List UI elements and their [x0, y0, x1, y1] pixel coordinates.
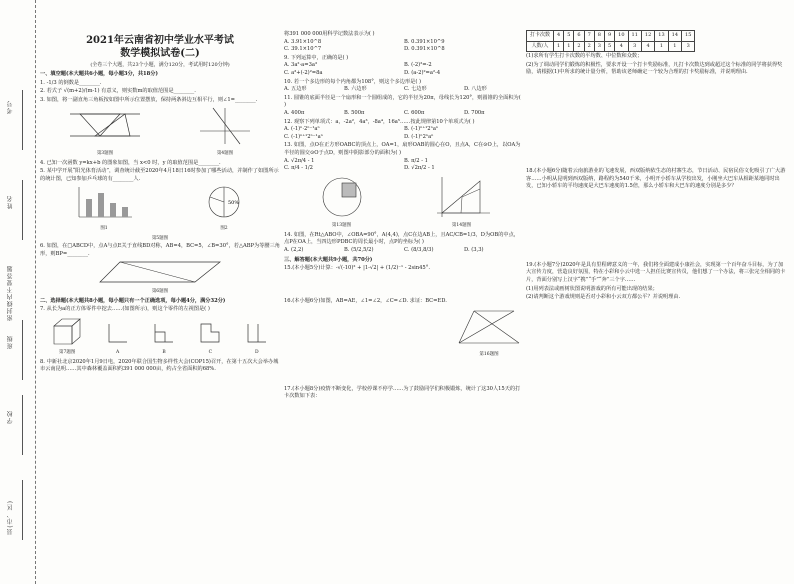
table-cell: 4 [554, 31, 564, 42]
q13-option-a: A. √2π/4 - 1 [284, 157, 315, 164]
table-cell: 1 [655, 41, 668, 52]
table-cell: 8 [594, 31, 604, 42]
table-cell: 4 [641, 41, 654, 52]
q10-options [284, 86, 524, 94]
option-a-view [105, 320, 131, 346]
triangle-figure [65, 106, 145, 146]
attendance-table [526, 30, 695, 52]
label-class: 班级 [7, 335, 14, 349]
question-18: 18.(本小题6分)随着云南旅游业的飞速发展，西双版纳依生态的村寨生态，节日活动、民宿民俗文化吸引了广大游客……小明从昆明到西双版纳，路程约为540千米，小明开小轿车从学校出发，小刚坐大巴车从相距某地同时出发，已知小轿车的平均速度是大巴车速度的1.5倍，那么小轿车和大巴车的速度分别是多少？ [526, 167, 786, 190]
question-7: 7. 从长为a的正方体零件中挖去……(如图所示)，则这个零件的左视图是( ) [40, 306, 210, 313]
question-4: 4. 已知一次函数 y=kx+b 的图象如图，当 x<0 时，y 的取值范围是________. [40, 159, 221, 166]
q9-option-c: C. a³+(-2)²=8a [284, 69, 323, 76]
q13-options [284, 158, 524, 173]
q11-option-a: A. 400π [284, 109, 305, 116]
coordinate-triangle-figure [432, 175, 492, 219]
fig5a-caption: 图1 [100, 225, 108, 231]
table-cell: 4 [615, 41, 628, 52]
table-cell: 3 [594, 41, 604, 52]
option-d-label: D [254, 350, 259, 356]
pie-chart-figure [202, 185, 246, 221]
margin-line [22, 90, 23, 150]
table-cell: 9 [604, 31, 614, 42]
q10-option-b: B. 六边形 [344, 86, 367, 93]
q8-option-d: D. 0.391×10^8 [404, 46, 445, 53]
answer-space-16[interactable] [284, 361, 524, 385]
label-county: 县(市、区) [7, 500, 14, 535]
section-answer-heading: 三、解答题(本大题共9小题，共70分) [284, 256, 373, 263]
exam-note: (全卷三个大题，共23个小题，满分120分，考试用时120分钟) [90, 62, 230, 68]
q8-options [284, 39, 524, 54]
table-cell: 1 [564, 41, 574, 52]
question-15: 15.(本小题5分)计算：-√(-10)² + |1-√2| + (1/2)⁻¹ - 2sin45°. [284, 265, 430, 272]
table-cell: 3 [682, 41, 695, 52]
table-cell: 3 [628, 41, 641, 52]
fig5-caption: 第5题图 [151, 235, 169, 241]
table-row [527, 31, 695, 42]
bar-chart-figure [74, 185, 134, 221]
q12-options [284, 126, 524, 141]
margin-line [22, 395, 23, 455]
q14-options [284, 247, 524, 255]
question-3: 3. 如图，将一副直角三角板按如图中所示位置摆放，保持两条斜边互相平行，则∠1=________. [40, 96, 258, 103]
triangles-figure [454, 307, 524, 347]
table-row [527, 41, 695, 52]
question-5: 5. 某中学开展“阳光体育活动”，调查统计截至2020年4月18日16时参加了哪些活动，并制作了如图所示的统计图，已知参加乒乓球的有________人. [40, 168, 279, 182]
linear-graph-figure [195, 106, 255, 146]
fig6-caption: 第6题图 [151, 288, 169, 294]
question-17-part2: (2)为了调动同学们锻炼的积极性，要求开设一个打卡奖励标准，凡打卡次数达到或超过这个标准的同学将获得奖励，请根据(1)中所求的统计量分析，帮助该老师确定一个较为合理的打卡奖励标准，并说明理由. [526, 61, 783, 76]
label-school: 学校 [7, 410, 14, 424]
table-cell: 14 [668, 31, 681, 42]
q14-option-c: C. (8/3,8/3) [404, 247, 434, 254]
answer-space-17[interactable] [526, 77, 788, 167]
question-12: 12. 观察下列单项式：a，-2a²，4a³，-8a⁴，16a⁵……按此规律第10个单项式为( ) [284, 118, 475, 125]
q9-option-d: D. (a-2)²=a²-4 [404, 69, 441, 76]
option-b-view [151, 320, 177, 346]
answer-space-19[interactable] [526, 302, 788, 382]
question-16: 16.(本小题6分)如图，AB=AE，∠1=∠2，∠C=∠D. 求证：BC=ED. [284, 297, 447, 304]
question-17: 17.(本小题8分)疫情不断变化，学校停课不停学……为了鼓励同学们积极锻炼，统计了这30人15天的打卡次数如下表： [284, 385, 521, 400]
answer-space-15[interactable] [284, 273, 524, 297]
question-17-part1: (1)求所有学生打卡次数的平均数、中位数和众数； [526, 53, 643, 60]
column-3 [526, 30, 788, 580]
question-19-part2: (2)请判断这个游戏规则是否对小彩和小云双方都公平？并说明理由. [526, 294, 681, 301]
fig14-caption: 第14题图 [451, 223, 472, 229]
fig13-caption: 第13题图 [331, 223, 352, 229]
q14-option-b: B. (5/2,5/2) [344, 247, 374, 254]
q13-option-b: B. π/2 - 1 [404, 157, 428, 164]
q13-option-c: C. π/4 - 1/2 [284, 165, 313, 172]
q11-option-c: C. 600π [404, 109, 425, 116]
margin-line [22, 480, 23, 540]
question-19: 19.(本小题7分)2020年是具有里程碑意义的一年，我们将全面建成小康社会，实现第一个百年奋斗目标，为了加大宣传力度，营造良好氛围，特在小彩和小云中选一人担任比赛宣传员，他们想了一个办法，将三张完全相同的卡片，背面分别写上汉字“携”“手”“奔”三个字…… [526, 261, 786, 283]
cube-figure [50, 316, 84, 346]
label-name: 姓名 [7, 195, 14, 209]
column-2 [284, 30, 524, 580]
q8-option-a: A. 3.91×10^8 [284, 38, 322, 45]
section-fill-heading: 一、填空题(本大题共6小题，每小题3分，共18分) [40, 71, 158, 77]
q11-option-d: D. 700π [464, 109, 485, 116]
question-6: 6. 如图，在□ABCD中，点A与点E关于直线BD对称，AB=4，BC=5，∠B=30°，若△ABP为等腰三角形，则BP=________. [40, 243, 280, 257]
table-cell: 1 [554, 41, 564, 52]
figure-6 [40, 260, 280, 295]
question-9: 9. 下列运算中，正确的是( ) [284, 54, 349, 61]
label-exam-number: 考号 [7, 100, 14, 114]
table-cell: 5 [604, 41, 614, 52]
q14-option-a: A. (2,2) [284, 247, 304, 254]
table-cell: 人数/人 [527, 41, 554, 52]
question-13: 13. 如图，点O在正方形OABC的顶点上，OA=1，扇形OAB的圆心在O，且点A，C在⊙O上，以OA为半径的圆交⊙O于点D，则图中阴影部分的面积为( ) [284, 142, 521, 156]
fig3-caption: 第3题图 [96, 150, 114, 156]
table-cell: 2 [584, 41, 594, 52]
q13-option-d: D. √2π/2 - 1 [404, 165, 435, 172]
q12-option-a: A. (-1)ⁿ·2ⁿ⁻¹aⁿ [284, 126, 320, 133]
label-seal-warning: 密封线内不要答题 [7, 265, 14, 321]
q8-option-c: C. 39.1×10^7 [284, 46, 322, 53]
pie-label: 50% [228, 200, 240, 207]
question-2: 2. 若式子 √(m+2)/(m-1) 有意义，则实数m的取值范围是________. [40, 88, 196, 95]
parallelogram-figure [95, 260, 225, 284]
table-cell: 15 [682, 31, 695, 42]
q10-option-a: A. 五边形 [284, 86, 307, 93]
q14-option-d: D. (3,3) [464, 247, 484, 254]
q11-option-b: B. 500π [344, 109, 365, 116]
table-cell: 2 [574, 41, 584, 52]
table-cell: 7 [584, 31, 594, 42]
q11-options [284, 110, 524, 118]
question-14: 14. 如图，在Rt△ABO中，∠OBA=90°，A(4,4)，点C在边AB上，且AC/CB=1/3，D为OB的中点，点P在OA上，当四边形PDBC的周长最小时，点P的坐标为( ) [284, 231, 519, 246]
q9-options [284, 62, 524, 77]
question-1: 1. -1/3 的倒数是________. [40, 79, 102, 86]
q10-option-d: D. 八边形 [464, 86, 487, 93]
question-10: 10. 若一个多边形的每个内角都为108°，则这个多边形是( ) [284, 78, 422, 85]
fig16-caption: 第16题图 [479, 352, 499, 358]
option-b-label: B [162, 350, 166, 356]
q12-option-d: D. (-1)ⁿ2ⁿaⁿ [404, 133, 434, 140]
question-11: 11. 圆锥的底面半径是一个扇形和一个圆组成的，它的半径为20π，母线长为120°，则圆锥的全面积为( ) [284, 94, 521, 109]
q12-option-c: C. (-1)ⁿ⁺¹2ⁿ⁻¹aⁿ [284, 133, 323, 140]
fig7-caption: 第7题图 [59, 350, 76, 356]
table-cell: 6 [574, 31, 584, 42]
column-1 [40, 30, 280, 580]
fig5b-caption: 图2 [220, 225, 228, 231]
question-8: 8. 中新社北京2020年1月9日电，2020年联合国生物多样性大会(COP15)召开，在第十五次大会举办城市云南昆明……其中森林覆盖面积约391 000 000亩，约占全省面积的68%. [40, 358, 279, 373]
margin-line [22, 180, 23, 240]
figure-16 [284, 307, 524, 358]
exam-subtitle: 数学模拟试卷(二) [120, 48, 200, 59]
binding-margin [0, 0, 36, 584]
table-cell: 13 [655, 31, 668, 42]
q8-option-b: B. 0.391×10^9 [404, 38, 445, 45]
exam-title: 2021年云南省初中学业水平考试 [86, 35, 234, 46]
option-c-view [197, 320, 223, 346]
table-cell: 1 [668, 41, 681, 52]
option-c-label: C [208, 350, 213, 356]
question-19-part1: (1)用列表法或画树状图说明游戏的所有可能出现的结果； [526, 285, 658, 292]
answer-space-18[interactable] [526, 191, 788, 261]
q12-option-b: B. (-1)ⁿ⁺¹2ⁿaⁿ [404, 126, 439, 133]
q9-option-b: B. (-2)²=-2 [404, 62, 432, 69]
margin-line [22, 320, 23, 380]
section-choice-heading: 二、选择题(本大题共8小题，每小题只有一个正确选项，每小题4分，满分32分) [40, 297, 226, 304]
table-cell: 打卡次数 [527, 31, 554, 42]
circle-square-figure [317, 175, 367, 219]
fig4-caption: 第4题图 [216, 150, 234, 156]
figure-5 [40, 185, 280, 232]
question-8-cont: 将391 000 000用科学记数法表示为( ) [284, 31, 375, 37]
figures-3-4 [40, 106, 280, 157]
table-cell: 10 [615, 31, 628, 42]
table-cell: 11 [628, 31, 641, 42]
table-cell: 5 [564, 31, 574, 42]
option-a-label: A [115, 350, 120, 356]
option-d-view [244, 320, 270, 346]
figures-13-14 [284, 175, 524, 230]
figure-7 [40, 316, 280, 357]
table-cell: 12 [641, 31, 654, 42]
q9-option-a: A. 3a²·a=3a³ [284, 62, 318, 69]
q10-option-c: C. 七边形 [404, 86, 427, 93]
